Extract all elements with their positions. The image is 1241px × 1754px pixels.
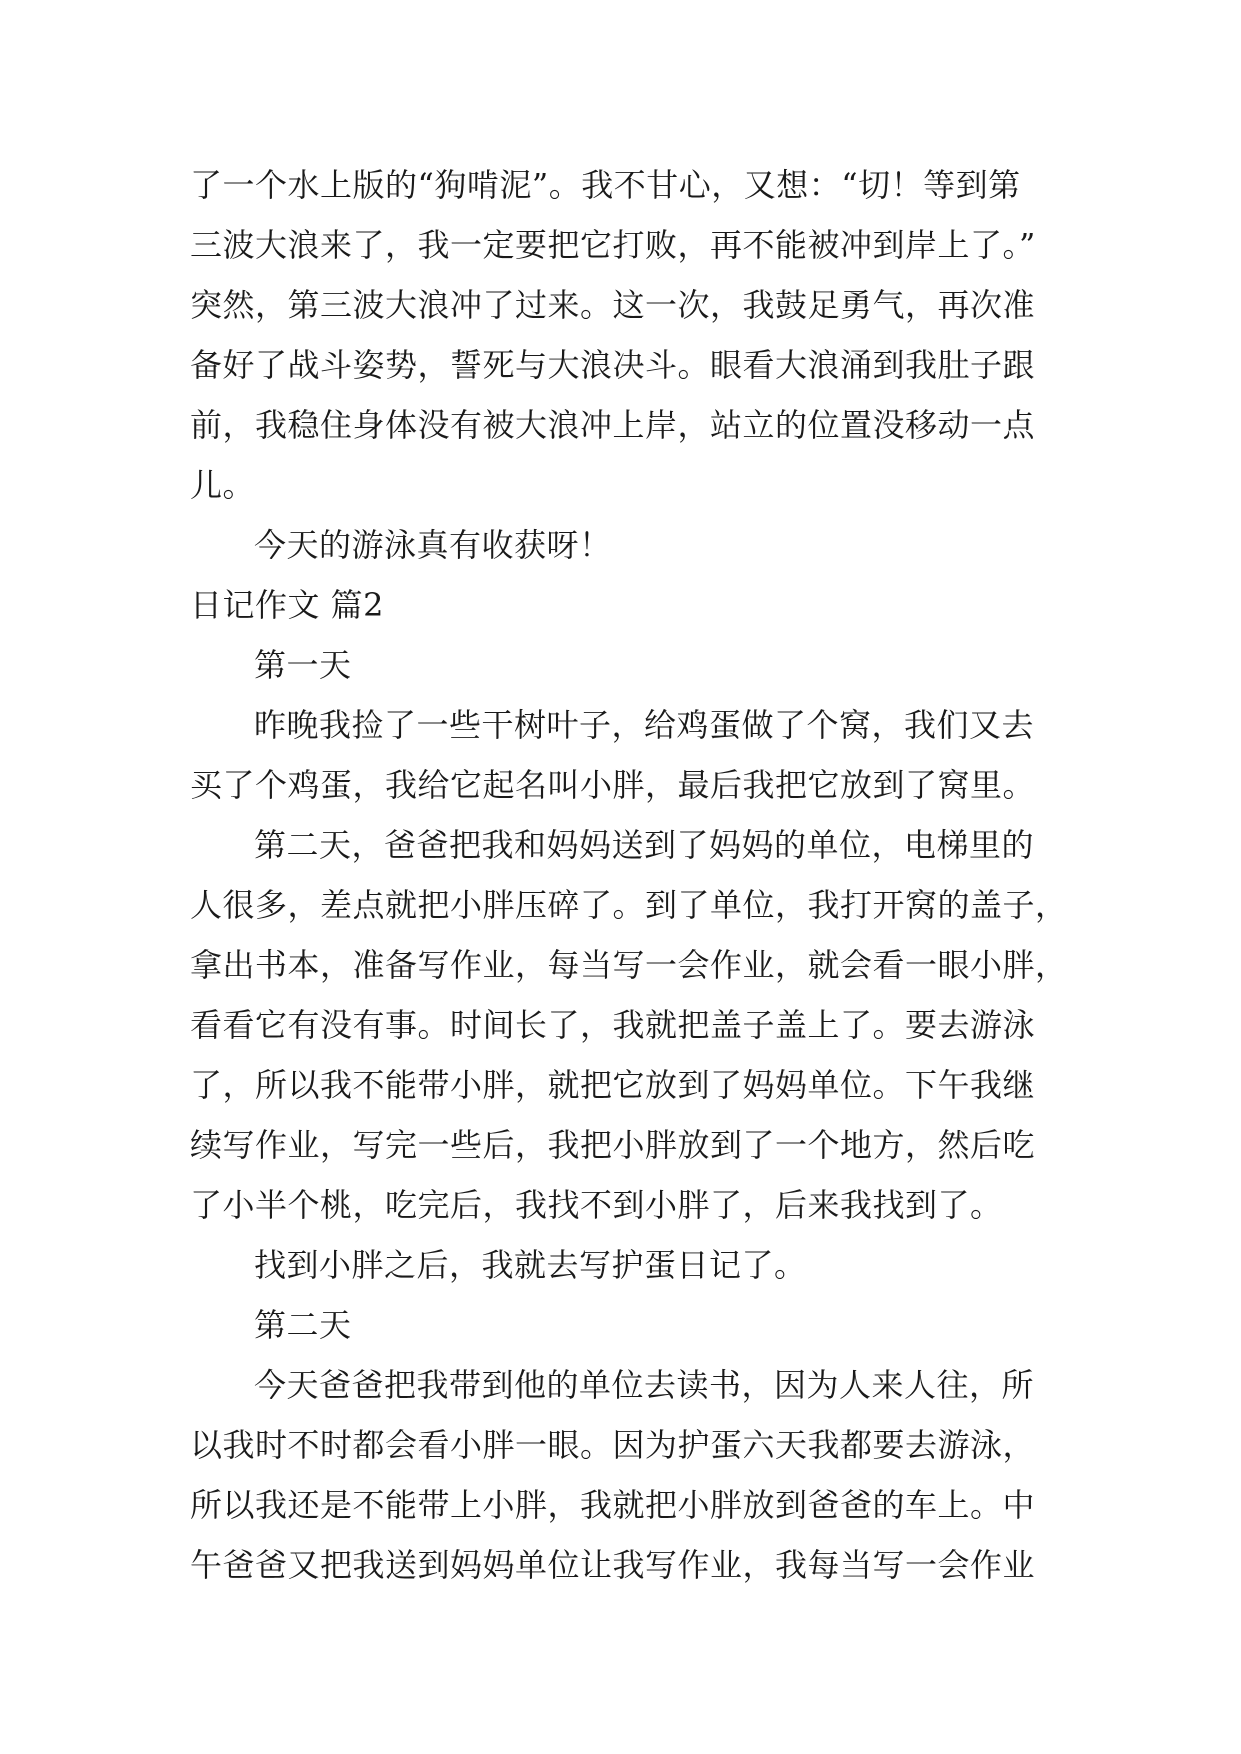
text-line: 买了个鸡蛋，我给它起名叫小胖，最后我把它放到了窝里。 bbox=[190, 766, 1036, 804]
paragraph-line: 找到小胖之后，我就去写护蛋日记了。 bbox=[254, 1246, 807, 1284]
text-line: 备好了战斗姿势，誓死与大浪决斗。眼看大浪涌到我肚子跟 bbox=[190, 346, 1036, 384]
text-line: 续写作业，写完一些后，我把小胖放到了一个地方，然后吃 bbox=[190, 1126, 1036, 1164]
text-line: 了，所以我不能带小胖，就把它放到了妈妈单位。下午我继 bbox=[190, 1066, 1036, 1104]
text-line: 前，我稳住身体没有被大浪冲上岸，站立的位置没移动一点 bbox=[190, 406, 1036, 444]
text-line: 了一个水上版的“狗啃泥”。我不甘心，又想：“切！等到第 bbox=[190, 166, 1021, 204]
text-line: 午爸爸又把我送到妈妈单位让我写作业，我每当写一会作业 bbox=[190, 1546, 1036, 1584]
section-heading: 日记作文 篇2 bbox=[190, 586, 385, 624]
text-line: 所以我还是不能带上小胖，我就把小胖放到爸爸的车上。中 bbox=[190, 1486, 1036, 1524]
text-line: 以我时不时都会看小胖一眼。因为护蛋六天我都要去游泳， bbox=[190, 1426, 1036, 1464]
text-line: 拿出书本，准备写作业，每当写一会作业，就会看一眼小胖， bbox=[190, 946, 1068, 984]
paragraph-line: 今天的游泳真有收获呀！ bbox=[254, 526, 612, 564]
text-line: 了小半个桃，吃完后，我找不到小胖了，后来我找到了。 bbox=[190, 1186, 1003, 1224]
paragraph-line: 今天爸爸把我带到他的单位去读书，因为人来人往，所 bbox=[254, 1366, 1035, 1404]
day-heading: 第一天 bbox=[254, 646, 352, 684]
day-heading: 第二天 bbox=[254, 1306, 352, 1344]
text-line: 突然，第三波大浪冲了过来。这一次，我鼓足勇气，再次准 bbox=[190, 286, 1036, 324]
paragraph-line: 昨晚我捡了一些干树叶子，给鸡蛋做了个窝，我们又去 bbox=[254, 706, 1035, 744]
paragraph-line: 第二天，爸爸把我和妈妈送到了妈妈的单位，电梯里的 bbox=[254, 826, 1035, 864]
text-line: 看看它有没有事。时间长了，我就把盖子盖上了。要去游泳 bbox=[190, 1006, 1036, 1044]
document-page bbox=[190, 155, 1070, 1595]
text-line: 人很多，差点就把小胖压碎了。到了单位，我打开窝的盖子， bbox=[190, 886, 1068, 924]
text-line: 三波大浪来了，我一定要把它打败，再不能被冲到岸上了。” bbox=[190, 226, 1036, 264]
text-line: 儿。 bbox=[190, 466, 256, 504]
